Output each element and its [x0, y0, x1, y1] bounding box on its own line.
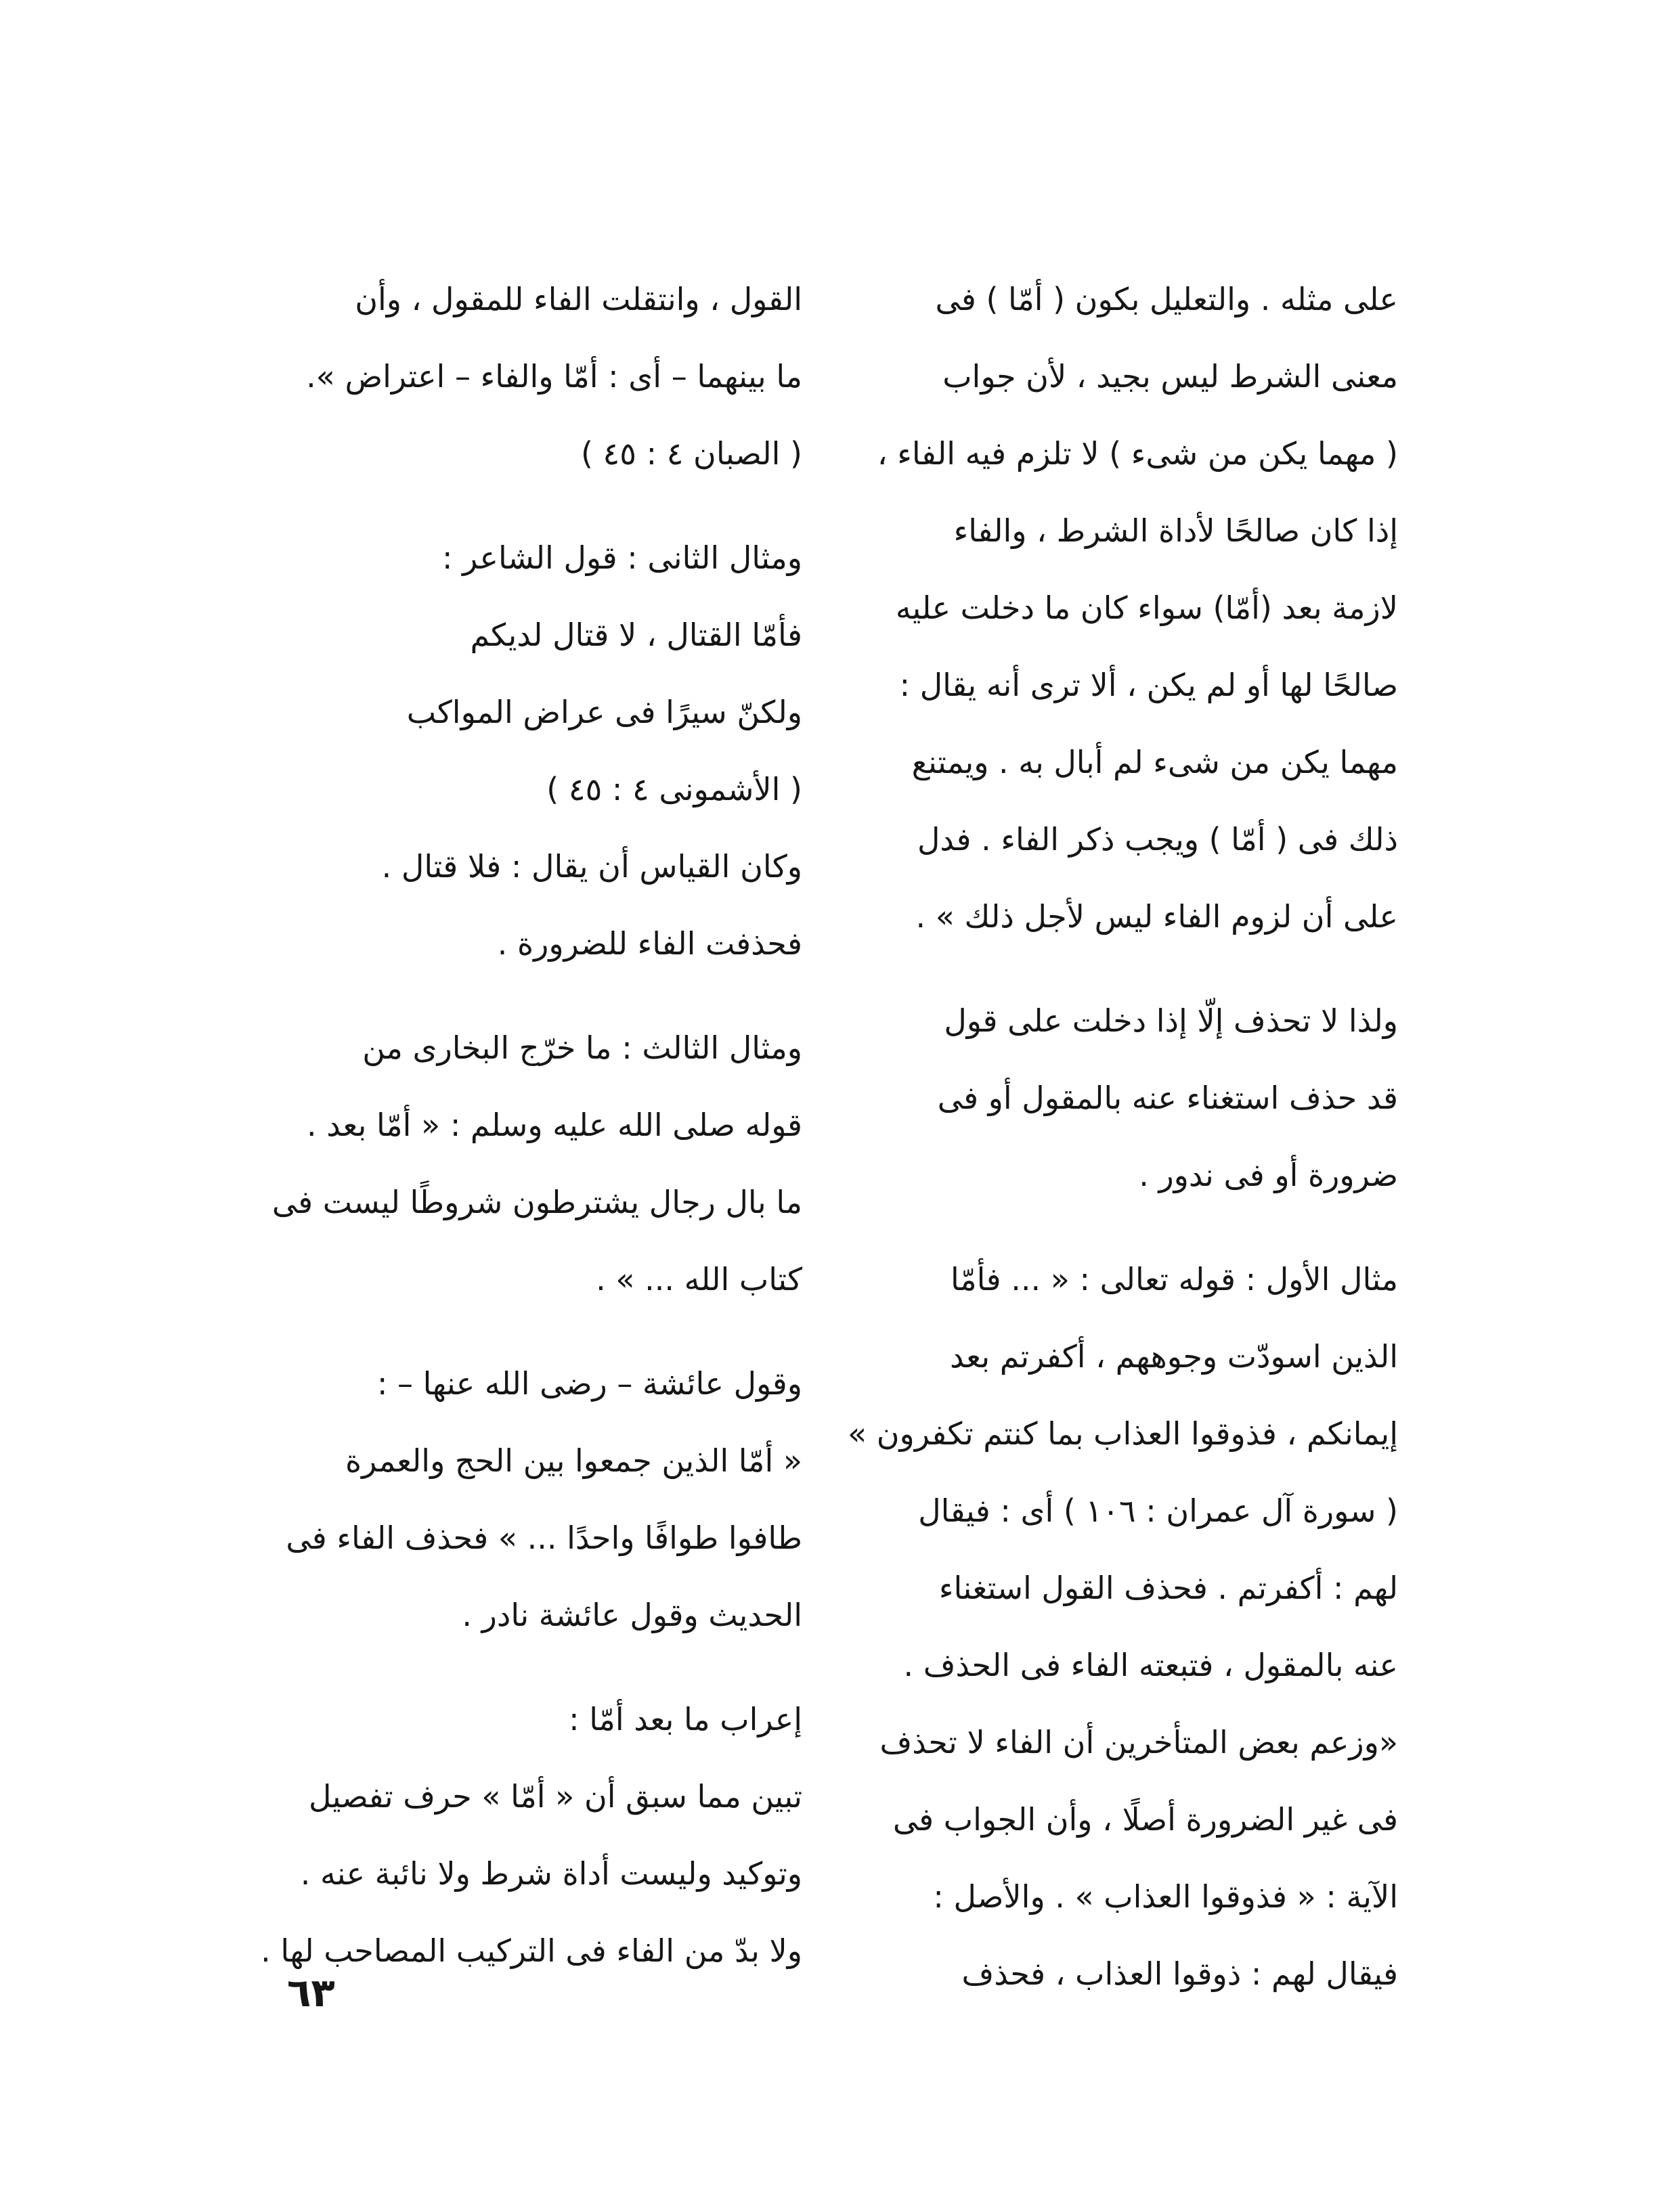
text-line: إيمانكم ، فذوقوا العذاب بما كنتم تكفرون » [848, 1415, 1398, 1452]
text-line: ولذا لا تحذف إلّا إذا دخلت على قول [944, 1002, 1398, 1039]
text-line: معنى الشرط ليس بجيد ، لأن جواب [942, 358, 1398, 395]
verse-line: فأمّا القتال ، لا قتال لديكم [470, 617, 802, 653]
paragraph-gap [267, 982, 802, 1009]
text-line: على مثله . والتعليل بكون ( أمّا ) فى [935, 281, 1398, 317]
paragraph-gap [267, 1654, 802, 1681]
text-line: عنه بالمقول ، فتبعته الفاء فى الحذف . [903, 1647, 1398, 1683]
text-line: القول ، وانتقلت الفاء للمقول ، وأن [355, 281, 802, 317]
text-line: الحديث وقول عائشة نادر . [462, 1597, 802, 1633]
citation-line: ( الصبان ٤ : ٤٥ ) [580, 435, 802, 472]
text-line: مثال الأول : قوله تعالى : « ... فأمّا [950, 1261, 1398, 1298]
text-line: فحذفت الفاء للضرورة . [497, 925, 802, 962]
text-line: ( سورة آل عمران : ١٠٦ ) أى : فيقال [918, 1492, 1398, 1529]
text-line: «وزعم بعض المتأخرين أن الفاء لا تحذف [879, 1724, 1398, 1761]
text-line: ذلك فى ( أمّا ) ويجب ذكر الفاء . فدل [917, 821, 1398, 858]
text-line: ومثال الثانى : قول الشاعر : [442, 539, 802, 576]
text-line: ضرورة أو فى ندور . [1139, 1157, 1398, 1193]
text-line: لهم : أكفرتم . فحذف القول استغناء [938, 1570, 1398, 1606]
text-line: قوله صلى الله عليه وسلم : « أمّا بعد . [306, 1107, 802, 1143]
section-heading: إعراب ما بعد أمّا : [569, 1701, 802, 1738]
text-line: وكان القياس أن يقال : فلا قتال . [381, 848, 802, 885]
citation-line: ( الأشمونى ٤ : ٤٥ ) [546, 771, 802, 808]
text-line: وتوكيد وليست أداة شرط ولا نائبة عنه . [300, 1855, 802, 1892]
text-line: الآية : « فذوقوا العذاب » . والأصل : [933, 1878, 1398, 1915]
text-line: لازمة بعد (أمّا) سواء كان ما دخلت عليه [895, 590, 1398, 626]
text-line: فى غير الضرورة أصلًا ، وأن الجواب فى [892, 1801, 1398, 1838]
page-number: ٦٣ [287, 1970, 335, 2016]
text-line: ولا بدّ من الفاء فى التركيب المصاحب لها . [261, 1932, 802, 1969]
paragraph-gap [267, 492, 802, 519]
paragraph-gap [856, 955, 1398, 982]
paragraph-gap [267, 1318, 802, 1345]
text-line: على أن لزوم الفاء ليس لأجل ذلك » . [915, 898, 1398, 935]
text-line: صالحًا لها أو لم يكن ، ألا ترى أنه يقال : [899, 667, 1398, 703]
paragraph-gap [856, 1214, 1398, 1241]
text-line: ما بينهما – أى : أمّا والفاء – اعتراض ». [306, 358, 802, 395]
text-line: إذا كان صالحًا لأداة الشرط ، والفاء [953, 512, 1398, 549]
right-text-column [848, 261, 1398, 2012]
text-line: فيقال لهم : ذوقوا العذاب ، فحذف [961, 1955, 1398, 1992]
text-line: ( مهما يكن من شىء ) لا تلزم فيه الفاء ، [877, 435, 1398, 472]
text-line: الذين اسودّت وجوههم ، أكفرتم بعد [950, 1338, 1398, 1375]
text-line: تبين مما سبق أن « أمّا » حرف تفصيل [308, 1778, 802, 1815]
text-line: قد حذف استغناء عنه بالمقول أو فى [937, 1080, 1398, 1116]
text-line: « أمّا الذين جمعوا بين الحج والعمرة [345, 1442, 802, 1479]
verse-line: ولكنّ سيرًا فى عراض المواكب [406, 694, 802, 730]
text-line: ما بال رجال يشترطون شروطًا ليست فى [271, 1184, 802, 1220]
text-line: ومثال الثالث : ما خرّج البخارى من [362, 1030, 802, 1066]
text-line: وقول عائشة – رضى الله عنها – : [376, 1365, 802, 1402]
text-line: مهما يكن من شىء لم أبال به . ويمتنع [911, 744, 1398, 780]
text-line: طافوا طوافًا واحدًا ... » فحذف الفاء فى [286, 1520, 802, 1556]
text-line: كتاب الله ... » . [596, 1261, 802, 1298]
left-text-column [261, 261, 802, 1989]
